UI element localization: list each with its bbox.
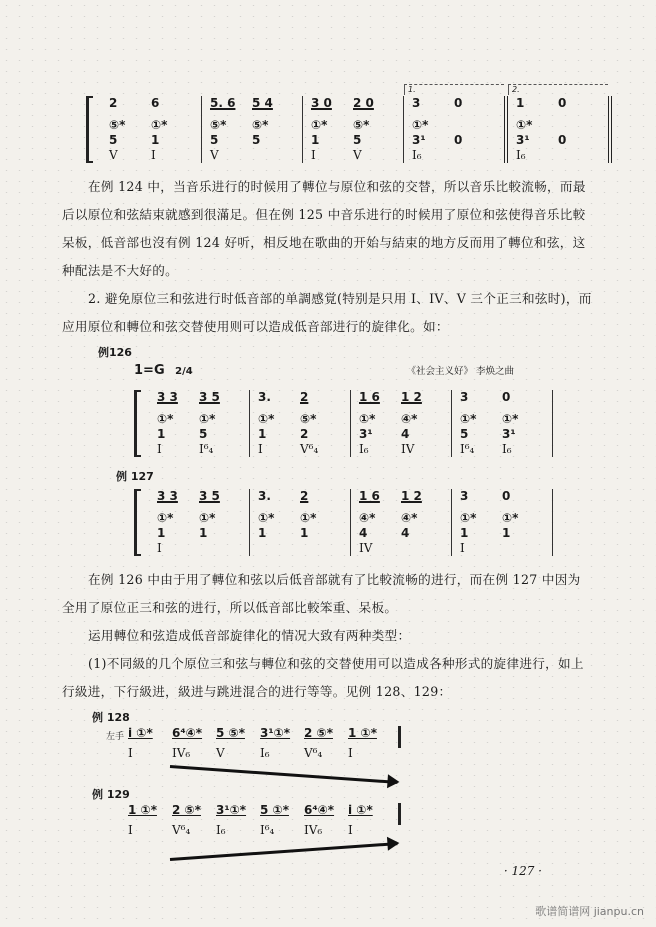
roman-numeral: I	[258, 442, 263, 456]
chord-degree: ①*	[359, 412, 376, 426]
roman-numeral: I	[157, 442, 162, 456]
system-bracket	[134, 390, 141, 457]
beat	[157, 489, 199, 556]
example-127-system	[134, 489, 553, 556]
roman-numeral: I	[311, 148, 316, 162]
chord-degree: ⑤*	[252, 118, 269, 132]
roman-numeral: I₆	[216, 823, 226, 837]
measure	[250, 489, 351, 556]
melody-note: 3	[460, 390, 469, 404]
beat	[199, 489, 241, 556]
melody-note: 1	[516, 96, 525, 110]
measure	[452, 489, 553, 556]
bass-note: 5	[353, 133, 362, 147]
bass-note: 1	[258, 526, 267, 540]
roman-numeral: I₆	[516, 148, 526, 162]
chord-cell	[172, 726, 216, 761]
melody-note: 2 0	[353, 96, 374, 110]
measure	[303, 96, 404, 163]
paragraph-block-2	[62, 566, 592, 706]
beat	[359, 390, 401, 457]
bass-note: 4	[401, 526, 410, 540]
notes: 6⁴④*	[172, 726, 203, 740]
roman-numeral: I	[128, 746, 133, 760]
paragraph: 2. 避免原位三和弦进行时低音部的单調感覚(特别是只用 I、IV、V 三个正三和弦时)，而应用原位和轉位和弦交替使用则可以造成低音部进行的旋律化。如：	[62, 291, 592, 334]
example-127-label: 例 127	[116, 470, 154, 483]
chord-degree: ①*	[199, 511, 216, 525]
chord-degree: ①*	[502, 412, 519, 426]
beat	[412, 96, 454, 163]
roman-numeral: V⁶₄	[300, 442, 319, 456]
bass-note: 5	[252, 133, 261, 147]
beat	[311, 96, 353, 163]
beat	[401, 489, 443, 556]
bass-note: 1	[151, 133, 160, 147]
beat	[353, 96, 395, 163]
roman-numeral	[454, 148, 496, 163]
ascending-arrow	[170, 842, 398, 861]
bass-note: 1	[311, 133, 320, 147]
example-128-row	[128, 726, 392, 761]
chord-degree: ①*	[300, 511, 317, 525]
roman-numeral: I₆	[412, 148, 422, 162]
page-number: · 127 ·	[503, 864, 542, 878]
roman-numeral: IV₆	[304, 823, 323, 837]
example-127-wrap	[62, 485, 592, 560]
melody-note: 5. 6	[210, 96, 236, 110]
melody-note: 1 6	[359, 489, 380, 503]
system-bracket	[134, 489, 141, 556]
melody-note: 2	[300, 390, 309, 404]
roman-numeral: V	[216, 746, 225, 760]
bass-note: 1	[460, 526, 469, 540]
beat	[300, 390, 342, 457]
bass-note: 0	[454, 133, 463, 147]
bass-note: 4	[359, 526, 368, 540]
melody-note: 3.	[258, 390, 271, 404]
roman-numeral: I⁶₄	[460, 442, 475, 456]
chord-degree: ①*	[157, 511, 174, 525]
beat	[460, 489, 502, 556]
roman-numeral	[558, 148, 600, 163]
paragraph-block-1	[62, 173, 592, 341]
beat	[502, 390, 544, 457]
chord-cell	[304, 803, 348, 838]
roman-numeral: I⁶₄	[199, 442, 214, 456]
notes: 5 ①*	[260, 803, 289, 817]
roman-numeral: I	[157, 541, 162, 555]
chord-cell	[260, 726, 304, 761]
paragraph: (1)不同級的几个原位三和弦与轉位和弦的交替使用可以造成各种形式的旋律进行，如上行級进，下行級进，級进与跳进混合的进行等等。见例 128、129：	[62, 656, 584, 699]
chord-cell	[128, 726, 172, 761]
example-129-line	[62, 803, 592, 838]
bass-note: 1	[502, 526, 511, 540]
notes: i̇ ①*	[128, 726, 153, 740]
chord-degree: ①*	[460, 511, 477, 525]
chord-degree: ①*	[258, 412, 275, 426]
measure	[351, 390, 452, 457]
roman-numeral	[199, 541, 241, 556]
notes: 6⁴④*	[304, 803, 335, 817]
roman-numeral: V	[353, 148, 362, 162]
chord-degree: ④*	[359, 511, 376, 525]
chord-degree	[558, 118, 600, 133]
roman-numeral: V	[210, 148, 219, 162]
paragraph: 在例 126 中由于用了轉位和弦以后低音部就有了比較流畅的进行，而在例 127 中因为全用了原位正三和弦的进行，所以低音部比較笨重、呆板。	[62, 572, 581, 615]
beat	[516, 96, 558, 163]
bass-note: 3¹	[359, 427, 373, 441]
melody-note: 6	[151, 96, 160, 110]
beat	[210, 96, 252, 163]
roman-numeral: I₆	[260, 746, 270, 760]
chord-cell	[260, 803, 304, 838]
melody-note: 1 2	[401, 390, 422, 404]
example-126-system	[134, 390, 553, 457]
measure	[202, 96, 303, 163]
melody-note: 2	[109, 96, 118, 110]
beat	[460, 390, 502, 457]
system-bracket	[86, 96, 93, 163]
measure	[404, 85, 508, 163]
beat	[258, 489, 300, 556]
barline	[398, 803, 401, 825]
chord-cell	[216, 803, 260, 838]
song-source: 《社会主义好》 李焕之曲	[406, 366, 514, 377]
measure	[250, 390, 351, 457]
chord-degree: ⑤*	[353, 118, 370, 132]
paragraph: 运用轉位和弦造成低音部旋律化的情况大致有两种类型：	[88, 628, 411, 643]
chord-degree: ⑤*	[109, 118, 126, 132]
melody-note: 3 3	[157, 390, 178, 404]
bass-note: 3¹	[412, 133, 426, 147]
bass-note: 0	[558, 133, 567, 147]
roman-numeral	[502, 541, 544, 556]
melody-note: 5 4	[252, 96, 273, 110]
key-line	[134, 363, 514, 378]
melody-note: 0	[502, 390, 511, 404]
volta-bracket: 2.	[508, 84, 608, 95]
paragraph: 在例 124 中，当音乐进行的时候用了轉位与原位和弦的交替，所以音乐比較流畅，而最后以原位和弦結束就感到很滿足。但在例 125 中音乐进行的时候用了原位和弦使得音乐比較呆板，低音部也沒有例 124 好听，相反地在歌曲的开始与結束的地方反而用了轉位和弦，这种配法是不大好的。	[62, 179, 586, 278]
chord-degree: ⑤*	[210, 118, 227, 132]
chord-cell	[348, 803, 392, 838]
descending-arrow-wrap	[110, 761, 410, 787]
notes: 2 ⑤*	[304, 726, 333, 740]
roman-numeral: V	[109, 148, 118, 162]
chord-cell	[128, 803, 172, 838]
beat	[157, 390, 199, 457]
chord-degree: ①*	[199, 412, 216, 426]
roman-numeral: IV	[401, 442, 415, 456]
chord-cell	[216, 726, 260, 761]
ascending-arrow-wrap	[110, 838, 410, 864]
beat	[252, 96, 294, 163]
beat	[199, 390, 241, 457]
notes: 3¹①*	[260, 726, 291, 740]
chord-degree: ①*	[151, 118, 168, 132]
descending-arrow	[170, 765, 398, 784]
left-hand-label: 左手	[106, 732, 125, 742]
roman-numeral: V⁶₄	[304, 746, 323, 760]
melody-note: 1 2	[401, 489, 422, 503]
melody-note: 0	[502, 489, 511, 503]
bass-note: 5	[199, 427, 208, 441]
example-126-label: 例126	[98, 346, 132, 359]
beat	[401, 390, 443, 457]
melody-note: 3 5	[199, 390, 220, 404]
measure	[351, 489, 452, 556]
chord-cell	[348, 726, 392, 761]
bass-note: 1	[157, 526, 166, 540]
beat	[502, 489, 544, 556]
measure	[101, 96, 202, 163]
chord-degree: ①*	[157, 412, 174, 426]
melody-note: 3	[412, 96, 421, 110]
roman-numeral	[252, 148, 294, 163]
chord-cell	[304, 726, 348, 761]
bass-note: 1	[199, 526, 208, 540]
example-126-wrap	[62, 386, 592, 461]
roman-numeral: I₆	[502, 442, 512, 456]
chord-degree: ①*	[516, 118, 533, 132]
chord-degree: ①*	[412, 118, 429, 132]
bass-note: 1	[300, 526, 309, 540]
barline	[398, 726, 401, 748]
bass-note: 2	[300, 427, 309, 441]
notes: 1 ①*	[128, 803, 157, 817]
measure	[508, 85, 612, 163]
volta-bracket: 1.	[404, 84, 504, 95]
measure	[149, 390, 250, 457]
roman-numeral: I	[151, 148, 156, 162]
watermark: 歌谱简谱网 jianpu.cn	[535, 905, 644, 918]
roman-numeral: I	[128, 823, 133, 837]
bass-note: 1	[258, 427, 267, 441]
bass-note: 5	[210, 133, 219, 147]
measure	[452, 390, 553, 457]
roman-numeral	[300, 541, 342, 556]
notes: 3¹①*	[216, 803, 247, 817]
bass-note: 5	[460, 427, 469, 441]
chord-degree: ④*	[401, 511, 418, 525]
roman-numeral: I	[348, 823, 353, 837]
melody-note: 0	[558, 96, 567, 110]
notes: i̇ ①*	[348, 803, 373, 817]
beat	[109, 96, 151, 163]
roman-numeral: IV	[359, 541, 373, 555]
roman-numeral: IV₆	[172, 746, 191, 760]
bass-note: 3¹	[516, 133, 530, 147]
chord-degree: ①*	[258, 511, 275, 525]
chord-degree: ④*	[401, 412, 418, 426]
roman-numeral: I	[348, 746, 353, 760]
chord-degree: ①*	[502, 511, 519, 525]
example-129-row	[128, 803, 392, 838]
example-128-label: 例 128	[92, 711, 130, 724]
beat	[151, 96, 193, 163]
key-signature	[134, 363, 193, 378]
melody-note: 3 3	[157, 489, 178, 503]
bass-note: 4	[401, 427, 410, 441]
melody-note: 0	[454, 96, 463, 110]
time-signature: 2/4	[175, 366, 193, 377]
chord-degree: ⑤*	[300, 412, 317, 426]
roman-numeral: I	[460, 541, 465, 555]
roman-numeral	[258, 541, 300, 556]
melody-note: 3	[460, 489, 469, 503]
beat	[300, 489, 342, 556]
beat	[558, 96, 600, 163]
example-125-system	[86, 85, 612, 163]
notes: 1 ①*	[348, 726, 377, 740]
row-indent	[62, 803, 128, 806]
bass-note: 3¹	[502, 427, 516, 441]
roman-numeral	[401, 541, 443, 556]
melody-note: 3 0	[311, 96, 332, 110]
melody-note: 3 5	[199, 489, 220, 503]
example-125-wrap	[62, 85, 592, 167]
melody-note: 3.	[258, 489, 271, 503]
notes: 2 ⑤*	[172, 803, 201, 817]
notes: 5 ⑤*	[216, 726, 245, 740]
roman-numeral: V⁶₄	[172, 823, 191, 837]
bass-note: 1	[157, 427, 166, 441]
beat	[258, 390, 300, 457]
chord-cell	[172, 803, 216, 838]
example-129-label: 例 129	[92, 788, 130, 801]
melody-note: 1 6	[359, 390, 380, 404]
roman-numeral: I⁶₄	[260, 823, 275, 837]
beat	[359, 489, 401, 556]
measure	[149, 489, 250, 556]
roman-numeral: I₆	[359, 442, 369, 456]
chord-degree: ①*	[460, 412, 477, 426]
example-128-line	[62, 726, 592, 761]
key-label: 1=G	[134, 363, 165, 378]
chord-degree: ①*	[311, 118, 328, 132]
chord-degree	[454, 118, 496, 133]
melody-note: 2	[300, 489, 309, 503]
beat	[454, 96, 496, 163]
bass-note: 5	[109, 133, 118, 147]
